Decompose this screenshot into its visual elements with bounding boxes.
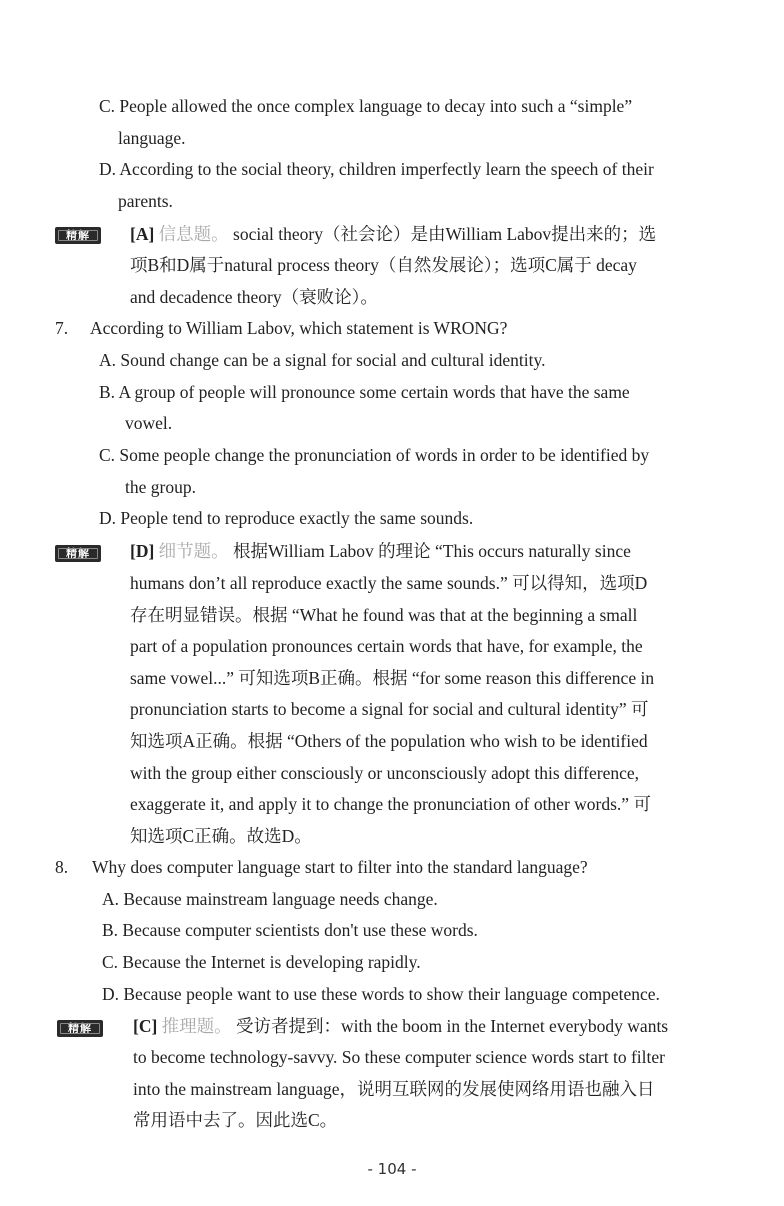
q8-question-type: 推理题。 [161, 1016, 232, 1036]
q8-analysis-line3: into the mainstream language，说明互联网的发展使网络用语也融入日 [133, 1079, 655, 1099]
q7-option-c-cont: the group. [125, 477, 196, 497]
q8-analysis-line4: 常用语中去了。因此选C。 [133, 1110, 338, 1130]
q8-analysis-text: 受访者提到：with the boom in the Internet everybody wants [236, 1016, 669, 1036]
q7-analysis-line8: with the group either consciously or unconsciously adopt this difference, [130, 763, 640, 783]
q6-option-d-cont: parents. [118, 191, 173, 211]
q7-option-d: D. People tend to reproduce exactly the same sounds. [99, 508, 474, 528]
q7-analysis-line10: 知选项C正确。故选D。 [130, 826, 312, 846]
q8-analysis-line2: to become technology-savvy. So these computer science words start to filter [133, 1047, 665, 1067]
q8-question: Why does computer language start to filter into the standard language? [92, 857, 588, 877]
q6-analysis-line1 [130, 218, 656, 250]
analysis-badge-icon: 精解 [55, 545, 101, 562]
q7-analysis-line1 [130, 535, 631, 567]
q8-number: 8. [55, 857, 69, 877]
q7-analysis-line7: 知选项A正确。根据 “Others of the population who wish to be identified [130, 731, 648, 751]
q7-number: 7. [55, 318, 69, 338]
q7-option-b-cont: vowel. [125, 413, 173, 433]
q7-analysis-line3: 存在明显错误。根据 “What he found was that at the beginning a small [130, 605, 638, 625]
q6-option-c-cont: language. [118, 128, 186, 148]
q7-analysis-line2: humans don’t all reproduce exactly the same sounds.” 可以得知，选项D [130, 573, 648, 593]
q7-analysis-line5: same vowel...” 可知选项B正确。根据 “for some reason this difference in [130, 668, 655, 688]
page-number: - 104 - [367, 1160, 417, 1178]
q6-analysis-line3: and decadence theory（衰败论）。 [130, 287, 378, 307]
q7-analysis-line6: pronunciation starts to become a signal for social and cultural identity” 可 [130, 699, 649, 719]
q7-analysis-text: 根据William Labov 的理论 “This occurs naturally since [233, 541, 631, 561]
q8-option-a: A. Because mainstream language needs change. [102, 889, 438, 909]
q8-option-c: C. Because the Internet is developing rapidly. [102, 952, 421, 972]
q8-option-d: D. Because people want to use these words to show their language competence. [102, 984, 660, 1004]
q8-analysis-line1 [133, 1010, 668, 1042]
analysis-badge-icon: 精解 [55, 227, 101, 244]
q6-answer: [A] [130, 224, 155, 244]
q7-question-type: 细节题。 [158, 541, 229, 561]
q7-answer: [D] [130, 541, 155, 561]
q7-option-b: B. A group of people will pronounce some certain words that have the same [99, 382, 630, 402]
q7-analysis-line9: exaggerate it, and apply it to change the pronunciation of other words.” 可 [130, 794, 651, 814]
q6-analysis-line2: 项B和D属于natural process theory（自然发展论）；选项C属于 decay [130, 255, 637, 275]
q6-option-d: D. According to the social theory, children imperfectly learn the speech of their [99, 159, 654, 179]
q6-analysis-text: social theory（社会论）是由William Labov提出来的；选 [233, 224, 657, 244]
analysis-badge-icon: 精解 [57, 1020, 103, 1037]
q7-analysis-line4: part of a population pronounces certain words that have, for example, the [130, 636, 643, 656]
q8-option-b: B. Because computer scientists don't use these words. [102, 920, 478, 940]
q8-answer: [C] [133, 1016, 158, 1036]
q6-question-type: 信息题。 [158, 224, 229, 244]
q7-option-c: C. Some people change the pronunciation of words in order to be identified by [99, 445, 650, 465]
q7-option-a: A. Sound change can be a signal for social and cultural identity. [99, 350, 546, 370]
q6-option-c: C. People allowed the once complex language to decay into such a “simple” [99, 96, 633, 116]
q7-question: According to William Labov, which statement is WRONG? [90, 318, 508, 338]
